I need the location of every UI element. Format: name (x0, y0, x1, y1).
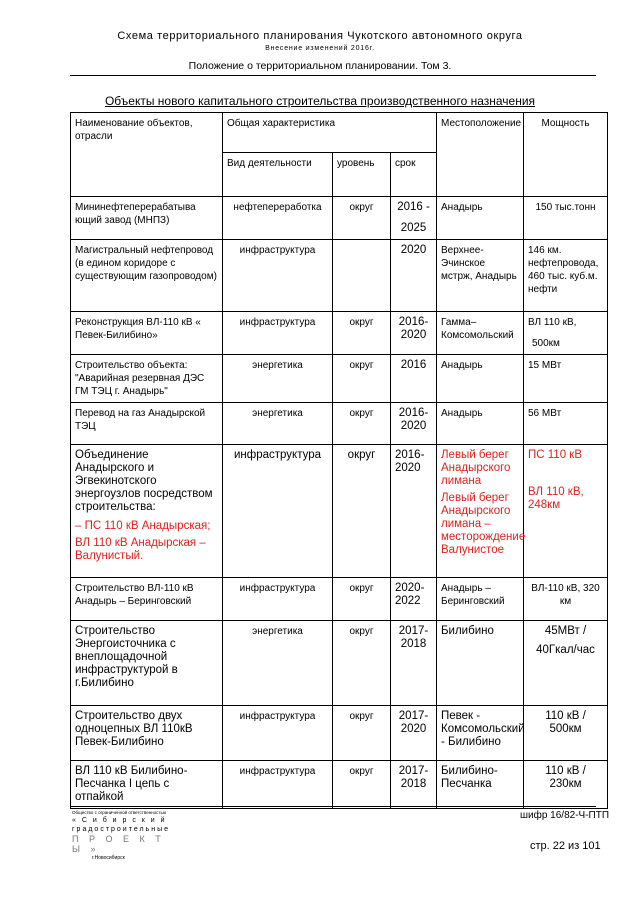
object-name-substation: – ПС 110 кВ Анадырская; (75, 520, 211, 532)
object-name: Перевод на газ Анадырской ТЭЦ (71, 403, 223, 445)
object-activity: инфраструктура (223, 578, 333, 621)
object-name: Строительство ВЛ-110 кВ Анадырь – Беринговский (71, 578, 223, 621)
section-title: Объекты нового капитального строительства производственного назначения (104, 94, 536, 108)
location-line: Левый берег Анадырского лимана – месторождение Валунистое (441, 492, 526, 556)
document-title: Схема территориального планирования Чукотского автономного округа (117, 30, 523, 42)
capacity-line: 40Гкал/час (536, 644, 595, 656)
object-capacity (524, 445, 608, 578)
capacity-line: ВЛ 110 кВ, 248км (528, 486, 584, 511)
object-term: 2016-2020 (391, 445, 437, 578)
object-level: округ (333, 761, 391, 809)
object-name-line: ВЛ 110 кВ Анадырская – Валунистый. (75, 537, 206, 562)
table-row (71, 445, 608, 578)
header-general: Общая характеристика (223, 113, 437, 153)
object-name: ВЛ 110 кВ Билибино-Песчанка I цепь с отпайкой (71, 761, 223, 809)
object-level: округ (333, 621, 391, 706)
logo-city: г.Новосибирск (92, 855, 125, 861)
object-activity: инфраструктура (223, 761, 333, 809)
object-term: 2020 (391, 240, 437, 312)
header-level: уровень (333, 153, 391, 197)
object-activity: нефтепереработка (223, 197, 333, 240)
table-row (71, 240, 608, 312)
table-row (71, 355, 608, 403)
object-location: Анадырь – Беринговский (437, 578, 524, 621)
object-term: 2017-2020 (391, 706, 437, 761)
company-logo (72, 810, 182, 861)
object-term: 2016 (391, 355, 437, 403)
capacity-substation: ПС 110 кВ (528, 449, 582, 461)
object-name (71, 445, 223, 578)
object-capacity: 146 км. нефтепровода, 460 тыс. куб.м. нефти (524, 240, 608, 312)
footer-divider (70, 806, 596, 807)
logo-name-line: « С и б и р с к и й (72, 817, 167, 824)
object-term: 2017-2018 (391, 761, 437, 809)
object-level: округ (333, 312, 391, 355)
header-capacity: Мощность (524, 113, 608, 197)
object-location: Верхнее-Эчинское мстрж, Анадырь (437, 240, 524, 312)
object-location: Билибино-Песчанка (437, 761, 524, 809)
object-term: 2016-2020 (391, 403, 437, 445)
logo-name-line: П Р О Е К Т Ы » (72, 834, 165, 854)
object-name: Магистральный нефтепровод (в едином коридоре с существующим газопроводом) (71, 240, 223, 312)
page-number: стр. 22 из 101 (530, 840, 601, 852)
object-activity: энергетика (223, 355, 333, 403)
object-capacity: 56 МВт (524, 403, 608, 445)
object-name: Строительство объекта: "Аварийная резервная ДЭС ГМ ТЭЦ г. Анадырь" (71, 355, 223, 403)
table-row (71, 578, 608, 621)
object-name: Строительство Энергоисточника с внеплощадочной инфраструктурой в г.Билибино (71, 621, 223, 706)
object-level: округ (333, 706, 391, 761)
header-term: срок (391, 153, 437, 197)
object-location: Анадырь (437, 355, 524, 403)
document-cipher: шифр 16/82-Ч-ПТП (520, 810, 610, 821)
object-activity: инфраструктура (223, 706, 333, 761)
header-activity: Вид деятельности (223, 153, 333, 197)
object-capacity (524, 312, 608, 355)
object-name: Строительство двух одноцепных ВЛ 110кВ Певек-Билибино (71, 706, 223, 761)
header-divider (70, 75, 596, 76)
object-name: Реконструкция ВЛ-110 кВ « Певек-Билибино» (71, 312, 223, 355)
location-substation: Левый берег Анадырского лимана (441, 449, 511, 487)
object-location (437, 445, 524, 578)
table-row (71, 312, 608, 355)
table-row (71, 403, 608, 445)
object-activity: энергетика (223, 403, 333, 445)
object-capacity (524, 621, 608, 706)
object-capacity: ВЛ-110 кВ, 320 км (524, 578, 608, 621)
table-header-row (71, 113, 608, 153)
object-level: округ (333, 403, 391, 445)
object-location: Анадырь (437, 403, 524, 445)
object-capacity: 15 МВт (524, 355, 608, 403)
object-level: округ (333, 355, 391, 403)
logo-company-type: Общество с ограниченной ответственностью (72, 810, 167, 815)
term-start: 2016 - (397, 201, 430, 213)
object-capacity: 150 тыс.тонн (524, 197, 608, 240)
table-row (71, 197, 608, 240)
object-term: 2020-2022 (391, 578, 437, 621)
capacity-line: 45МВт / (544, 625, 587, 637)
object-location: Гамма–Комсомольский (437, 312, 524, 355)
table-row (71, 621, 608, 706)
object-term: 2016-2020 (391, 312, 437, 355)
object-location: Билибино (437, 621, 524, 706)
object-capacity: 110 кВ / 500км (524, 706, 608, 761)
object-level: округ (333, 445, 391, 578)
object-location: Певек - Комсомольский - Билибино (437, 706, 524, 761)
object-level (333, 240, 391, 312)
object-location: Анадырь (437, 197, 524, 240)
term-end: 2025 (400, 222, 427, 234)
logo-name-line: градостроительные (72, 826, 171, 833)
table-row (71, 706, 608, 761)
objects-table (70, 112, 608, 809)
object-name-main: Объединение Анадырского и Эгвекинотского энергоузлов посредством строительства: (75, 449, 213, 513)
capacity-line: 500км (532, 338, 560, 349)
capacity-line: ВЛ 110 кВ, (528, 317, 577, 328)
table-row (71, 761, 608, 809)
header-location: Местоположение (437, 113, 524, 197)
object-term (391, 197, 437, 240)
document-subtitle: Внесение изменений 2016г. (265, 45, 375, 52)
object-activity: энергетика (223, 621, 333, 706)
object-term: 2017-2018 (391, 621, 437, 706)
object-name: Мининефтеперерабатыва ющий завод (МНПЗ) (71, 197, 223, 240)
object-activity: инфраструктура (223, 445, 333, 578)
object-activity: инфраструктура (223, 312, 333, 355)
object-capacity: 110 кВ / 230км (524, 761, 608, 809)
object-activity: инфраструктура (223, 240, 333, 312)
object-level: округ (333, 578, 391, 621)
object-level: округ (333, 197, 391, 240)
document-volume: Положение о территориальном планировании. Том 3. (188, 60, 452, 72)
header-name: Наименование объектов, отрасли (71, 113, 223, 197)
